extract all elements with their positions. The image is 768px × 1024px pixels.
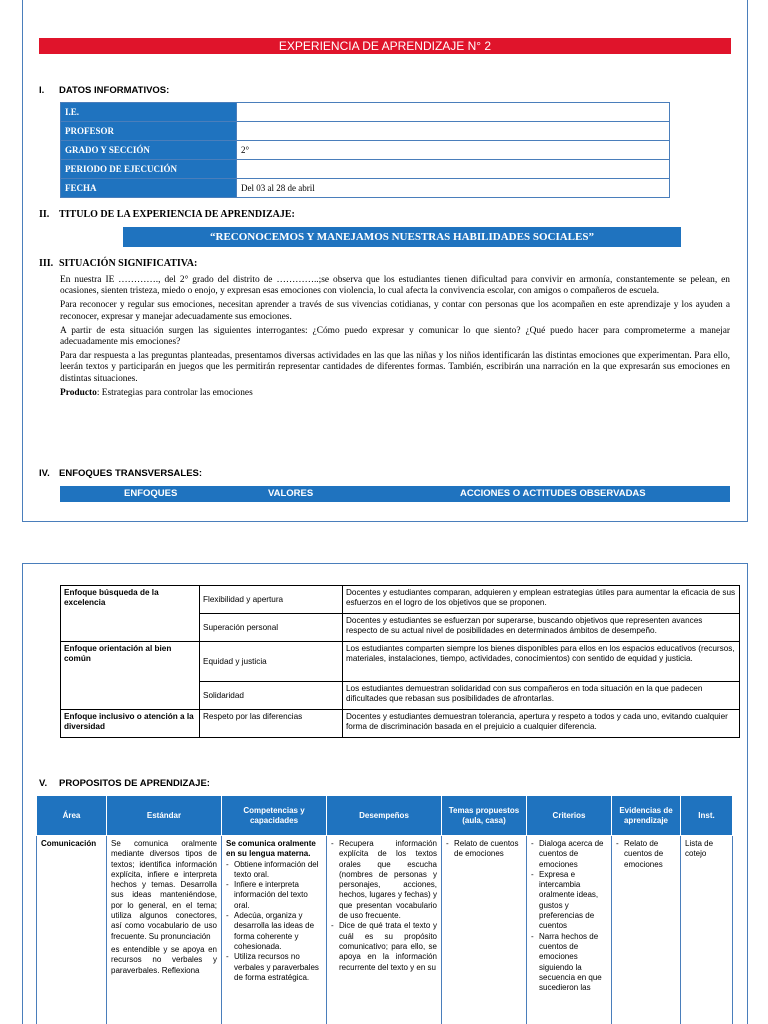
table-row <box>61 141 670 160</box>
table-row <box>37 836 733 1024</box>
table-row <box>61 642 740 682</box>
valor-cell: Equidad y justicia <box>200 642 343 682</box>
table-row <box>61 179 670 198</box>
list-item: - Narra hechos de cuentos de emociones siguiendo la secuencia en que sucedieron las <box>531 932 607 994</box>
accion-cell: Los estudiantes comparten siempre los bienes disponibles para ellos en los espacios educativos (recursos, materiales, instalaciones, tiempo, actividades, conocimientos) con sentido de equidad y justicia. <box>343 642 740 682</box>
table-row <box>61 710 740 738</box>
datos-label: I.E. <box>61 103 237 122</box>
list-item: - Adecúa, organiza y desarrolla las ideas de forma coherente y cohesionada. <box>226 911 322 952</box>
header-competencias: Competencias y capacidades <box>222 796 327 836</box>
header-evidencias: Evidencias de aprendizaje <box>612 796 681 836</box>
enfoques-table <box>60 585 740 738</box>
paragraph: Para dar respuesta a las preguntas planteadas, presentamos diversas actividades en las que las niñas y los niños identificarán las distintas emociones que experimentan. Para ello, leerán textos y participarán en juegos que les permitirán representar cantidades de diferentes formas. También, escribirán una narración en la que expresarán sus emociones en distintas situaciones. <box>60 351 730 384</box>
temas-cell <box>442 836 527 1024</box>
list-item: - Dialoga acerca de cuentos de emociones <box>531 839 607 870</box>
header-estandar: Estándar <box>107 796 222 836</box>
paragraph: Para reconocer y regular sus emociones, necesitan aprender a través de sus vivencias cotidianas, y contar con personas que los acompañen en este aprendizaje y los ayuden a reconocer, expresar y manejar adecuadamente sus emociones. <box>60 300 730 322</box>
table-row <box>61 103 670 122</box>
accion-cell: Docentes y estudiantes comparan, adquieren y emplean estrategias útiles para aumentar la eficacia de sus esfuerzos en el logro de los objetivos que se proponen. <box>343 586 740 614</box>
enfoque-cell: Enfoque orientación al bien común <box>61 642 200 710</box>
section-ii-heading: II. TITULO DE LA EXPERIENCIA DE APRENDIZAJE: <box>39 209 295 220</box>
experience-title-banner: EXPERIENCIA DE APRENDIZAJE N° 2 <box>39 38 731 54</box>
valor-cell: Solidaridad <box>200 682 343 710</box>
datos-label: PERIODO DE EJECUCIÓN <box>61 160 237 179</box>
list-item: - Obtiene información del texto oral. <box>226 860 322 881</box>
datos-value <box>237 122 670 141</box>
competencias-cell: Se comunica oralmente en su lengua materna. - Obtiene información del texto oral. - Infiere e interpreta información del texto oral. - Adecúa, organiza y desarrolla las ideas de forma coherente y cohesionada. - Utiliza recursos no verbales y paraverbales de forma estratégica. <box>222 836 327 1024</box>
section-v-heading: V. PROPOSITOS DE APRENDIZAJE: <box>39 778 210 789</box>
accion-cell: Docentes y estudiantes demuestran tolerancia, apertura y respeto a todos y cada uno, evitando cualquier forma de discriminación basada en el prejuicio a cualquier diferencia. <box>343 710 740 738</box>
experience-title-bar: “RECONOCEMOS Y MANEJAMOS NUESTRAS HABILIDADES SOCIALES” <box>123 227 681 247</box>
enfoque-cell: Enfoque búsqueda de la excelencia <box>61 586 200 642</box>
header-desempenos: Desempeños <box>327 796 442 836</box>
inst-cell: Lista de cotejo <box>681 836 733 1024</box>
valor-cell: Flexibilidad y apertura <box>200 586 343 614</box>
estandar-cell: Se comunica oralmente mediante diversos tipos de textos; identifica información explícita, infiere e interpreta hechos y temas. Desarrolla sus ideas manteniéndose, por lo general, en el tema; utiliza algunos conectores, así como vocabulario de uso frecuente. Su pronunciación es entendible y se apoya en recursos no verbales y paraverbales. Reflexiona <box>107 836 222 1024</box>
datos-value <box>237 103 670 122</box>
propositos-table <box>36 795 733 1024</box>
header-area: Área <box>37 796 107 836</box>
datos-label: GRADO Y SECCIÓN <box>61 141 237 160</box>
situacion-significativa-text <box>60 275 730 402</box>
table-row <box>61 122 670 141</box>
paragraph: A partir de esta situación surgen las siguientes interrogantes: ¿Cómo puedo expresar y comunicar lo que siento? ¿Qué puedo hacer para comprometerme a manejar adecuadamente mis emociones? <box>60 325 730 348</box>
enfoques-header-bar <box>60 486 730 502</box>
desempenos-cell <box>327 836 442 1024</box>
area-cell: Comunicación <box>37 836 107 1024</box>
list-item: - Recupera información explícita de los textos orales que escucha (nombres de personas y personajes, acciones, hechos, lugares y fechas) y que presentan vocabulario de uso frecuente. <box>331 839 437 921</box>
header-valores: VALORES <box>268 488 314 499</box>
valor-cell: Respeto por las diferencias <box>200 710 343 738</box>
datos-label: FECHA <box>61 179 237 198</box>
table-row <box>61 586 740 614</box>
section-iii-heading: III. SITUACIÓN SIGNIFICATIVA: <box>39 258 198 269</box>
header-acciones: ACCIONES O ACTITUDES OBSERVADAS <box>460 488 646 499</box>
table-row <box>61 160 670 179</box>
section-i-heading: I. DATOS INFORMATIVOS: <box>39 85 170 96</box>
document-page-2 <box>22 563 748 1024</box>
evidencias-cell <box>612 836 681 1024</box>
document-page-1 <box>22 0 748 522</box>
paragraph: En nuestra IE …………., del 2° grado del distrito de …………..;se observa que los estudiantes tienen dificultad para convivir en armonía, constantemente se pelean, en ocasiones, sienten tristeza, miedo o enojo, y expresan esas emociones con violencia, lo cual afecta la convivencia escolar, con amigos o compañeros de escuela. <box>60 275 730 297</box>
datos-value: 2° <box>237 141 670 160</box>
datos-label: PROFESOR <box>61 122 237 141</box>
datos-value: Del 03 al 28 de abril <box>237 179 670 198</box>
header-inst: Inst. <box>681 796 733 836</box>
list-item: - Infiere e interpreta información del texto oral. <box>226 880 322 911</box>
list-item: - Dice de qué trata el texto y cuál es su propósito comunicativo; para ello, se apoya en la información recurrente del texto y en su <box>331 921 437 972</box>
valor-cell: Superación personal <box>200 614 343 642</box>
list-item: - Utiliza recursos no verbales y paraverbales de forma estratégica. <box>226 952 322 983</box>
list-item: - Relato de cuentos de emociones <box>616 839 676 870</box>
accion-cell: Los estudiantes demuestran solidaridad con sus compañeros en toda situación en la que padecen dificultades que rebasan sus posibilidades de afrontarlas. <box>343 682 740 710</box>
list-item: - Relato de cuentos de emociones <box>446 839 522 860</box>
enfoque-cell: Enfoque inclusivo o atención a la diversidad <box>61 710 200 738</box>
section-iv-heading: IV. ENFOQUES TRANSVERSALES: <box>39 468 203 479</box>
header-temas: Temas propuestos (aula, casa) <box>442 796 527 836</box>
criterios-cell <box>527 836 612 1024</box>
datos-value <box>237 160 670 179</box>
datos-informativos-table <box>60 102 670 198</box>
header-criterios: Criterios <box>527 796 612 836</box>
table-header-row <box>37 796 733 836</box>
accion-cell: Docentes y estudiantes se esfuerzan por superarse, buscando objetivos que representen avances respecto de su actual nivel de posibilidades en determinados ámbitos de desempeño. <box>343 614 740 642</box>
list-item: - Expresa e intercambia oralmente ideas, gustos y preferencias de cuentos <box>531 870 607 932</box>
producto-line: Producto: Estrategias para controlar las emociones <box>60 387 253 398</box>
header-enfoques: ENFOQUES <box>124 488 178 499</box>
